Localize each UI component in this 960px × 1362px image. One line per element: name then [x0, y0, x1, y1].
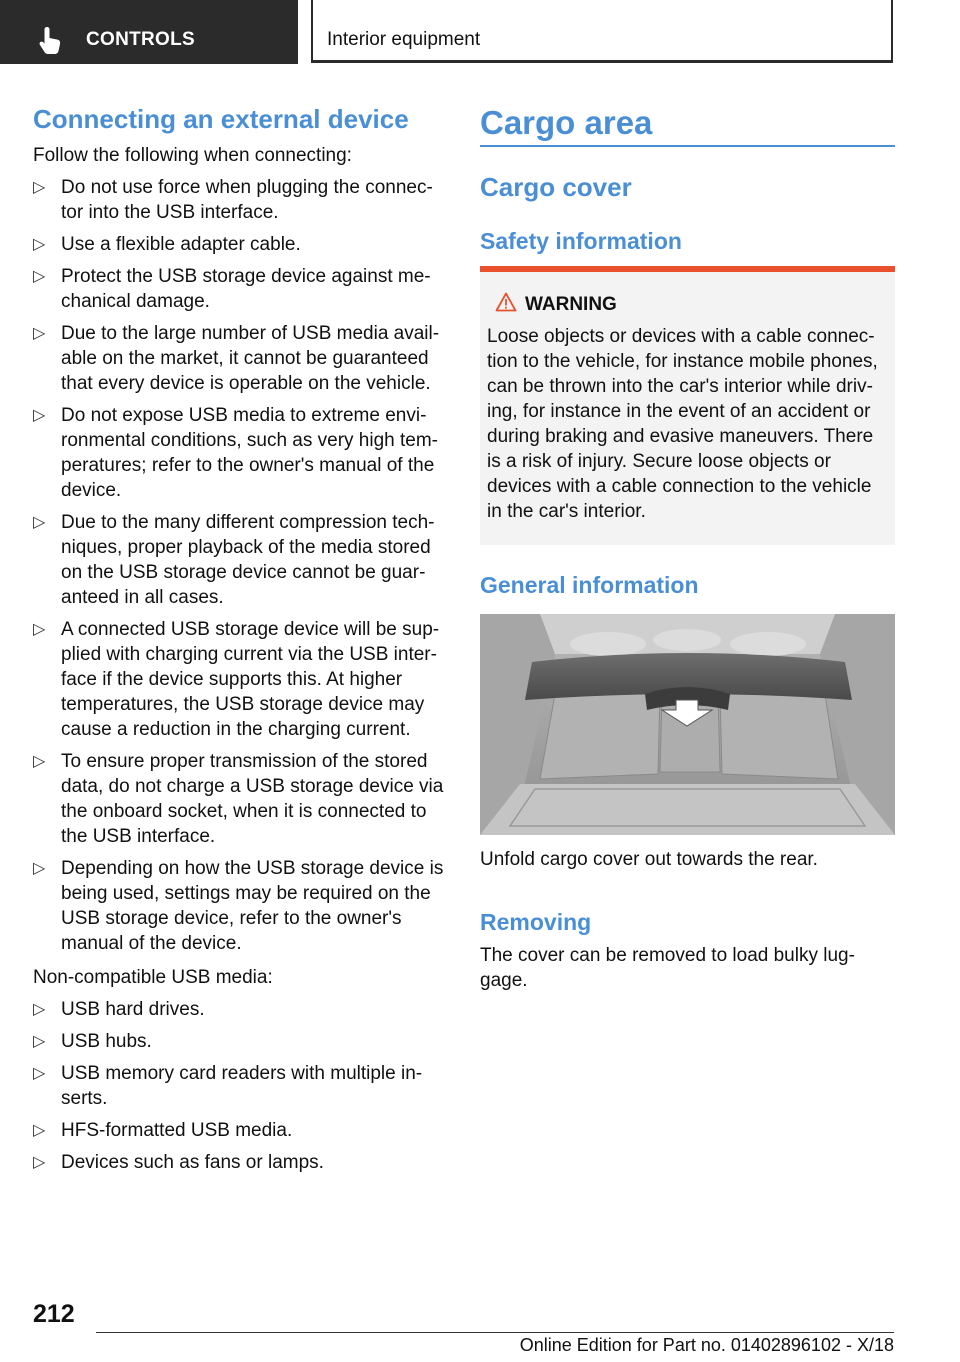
- chapter-tab: [311, 0, 893, 63]
- warning-label: WARNING: [525, 294, 617, 315]
- general-info-heading: General information: [480, 572, 699, 598]
- safety-info-heading: Safety information: [480, 228, 682, 254]
- list-item-text: Devices such as fans or lamps.: [61, 1152, 324, 1173]
- cargo-area-heading: Cargo area: [480, 104, 653, 141]
- list-item-text: Due to the many different compression tech-niques, proper playback of the media stored on the USB storage device cannot be guar-anteed in all cases.: [61, 512, 435, 608]
- triangle-bullet-icon: ▷: [33, 179, 46, 196]
- list-item: [33, 321, 447, 396]
- edition-text: Online Edition for Part no. 01402896102 - X/18: [519, 1335, 894, 1355]
- chapter-title: Interior equipment: [327, 29, 481, 50]
- list-item: [33, 510, 447, 610]
- warning-box: [480, 272, 895, 545]
- noncompat-list: [33, 997, 447, 1182]
- cargo-cover-heading: Cargo cover: [480, 172, 632, 202]
- section-title: CONTROLS: [86, 29, 196, 50]
- cargo-area-photo: [480, 614, 895, 835]
- triangle-bullet-icon: ▷: [33, 1001, 46, 1018]
- list-item: [33, 617, 447, 742]
- triangle-bullet-icon: ▷: [33, 1065, 46, 1082]
- photo-caption: Unfold cargo cover out towards the rear.: [480, 849, 818, 870]
- list-item-text: Use a flexible adapter cable.: [61, 234, 301, 255]
- noncompat-label: Non-compatible USB media:: [33, 967, 273, 988]
- triangle-bullet-icon: ▷: [33, 325, 46, 342]
- triangle-bullet-icon: ▷: [33, 514, 46, 531]
- list-item: [33, 856, 447, 956]
- list-item-text: USB hard drives.: [61, 999, 205, 1020]
- list-item-text: Due to the large number of USB media avail-able on the market, it cannot be guaranteed that every device is operable on the vehicle.: [61, 323, 440, 394]
- list-item: [33, 232, 447, 257]
- list-item: [33, 264, 447, 314]
- list-item: [33, 175, 447, 225]
- list-item: [33, 1150, 447, 1175]
- removing-heading: Removing: [480, 909, 592, 935]
- list-item: [33, 1118, 447, 1143]
- list-item-text: Do not expose USB media to extreme envi-ronmental conditions, such as very high tem-peratures; refer to the owner's manual of the device.: [61, 405, 439, 501]
- triangle-bullet-icon: ▷: [33, 1033, 46, 1050]
- list-item-text: USB hubs.: [61, 1031, 152, 1052]
- list-item: [33, 1061, 447, 1111]
- footer-rule: [96, 1332, 894, 1333]
- removing-text: The cover can be removed to load bulky lug-gage.: [480, 945, 855, 991]
- list-item: [33, 403, 447, 503]
- warning-icon: [495, 292, 517, 312]
- list-item: [33, 997, 447, 1022]
- list-item-text: Do not use force when plugging the connec-tor into the USB interface.: [61, 177, 433, 223]
- list-item-text: HFS-formatted USB media.: [61, 1120, 293, 1141]
- connection-tips-list: [33, 175, 447, 963]
- triangle-bullet-icon: ▷: [33, 268, 46, 285]
- list-item-text: To ensure proper transmission of the stored data, do not charge a USB storage device via the onboard socket, when it is connected to the USB interface.: [61, 751, 444, 847]
- warning-text: Loose objects or devices with a cable connec-tion to the vehicle, for instance mobile phones, can be thrown into the car's interior while driv-ing, for instance in the event of an accident or during braking and evasive maneuvers. There is a risk of injury. Secure loose objects or devices with a cable connection to the vehicle in the car's interior.: [487, 326, 878, 522]
- left-heading: Connecting an external device: [33, 104, 409, 134]
- list-item: [33, 1029, 447, 1054]
- triangle-bullet-icon: ▷: [33, 753, 46, 770]
- triangle-bullet-icon: ▷: [33, 236, 46, 253]
- triangle-bullet-icon: ▷: [33, 407, 46, 424]
- hand-icon: [38, 25, 64, 55]
- section-tab: [0, 0, 298, 64]
- triangle-bullet-icon: ▷: [33, 621, 46, 638]
- list-item: [33, 749, 447, 849]
- heading-rule: [480, 145, 895, 147]
- triangle-bullet-icon: ▷: [33, 860, 46, 877]
- page-number: 212: [33, 1300, 75, 1328]
- left-intro: Follow the following when connecting:: [33, 145, 352, 166]
- triangle-bullet-icon: ▷: [33, 1122, 46, 1139]
- list-item-text: Protect the USB storage device against me-chanical damage.: [61, 266, 431, 312]
- list-item-text: USB memory card readers with multiple in-serts.: [61, 1063, 423, 1109]
- triangle-bullet-icon: ▷: [33, 1154, 46, 1171]
- warning-title: [525, 294, 889, 316]
- list-item-text: A connected USB storage device will be sup-plied with charging current via the USB inter-face if the device supports this. At higher temperatures, the USB storage device may cause a reduction in the charging current.: [61, 619, 440, 740]
- list-item-text: Depending on how the USB storage device is being used, settings may be required on the USB storage device, refer to the owner's manual of the device.: [61, 858, 444, 954]
